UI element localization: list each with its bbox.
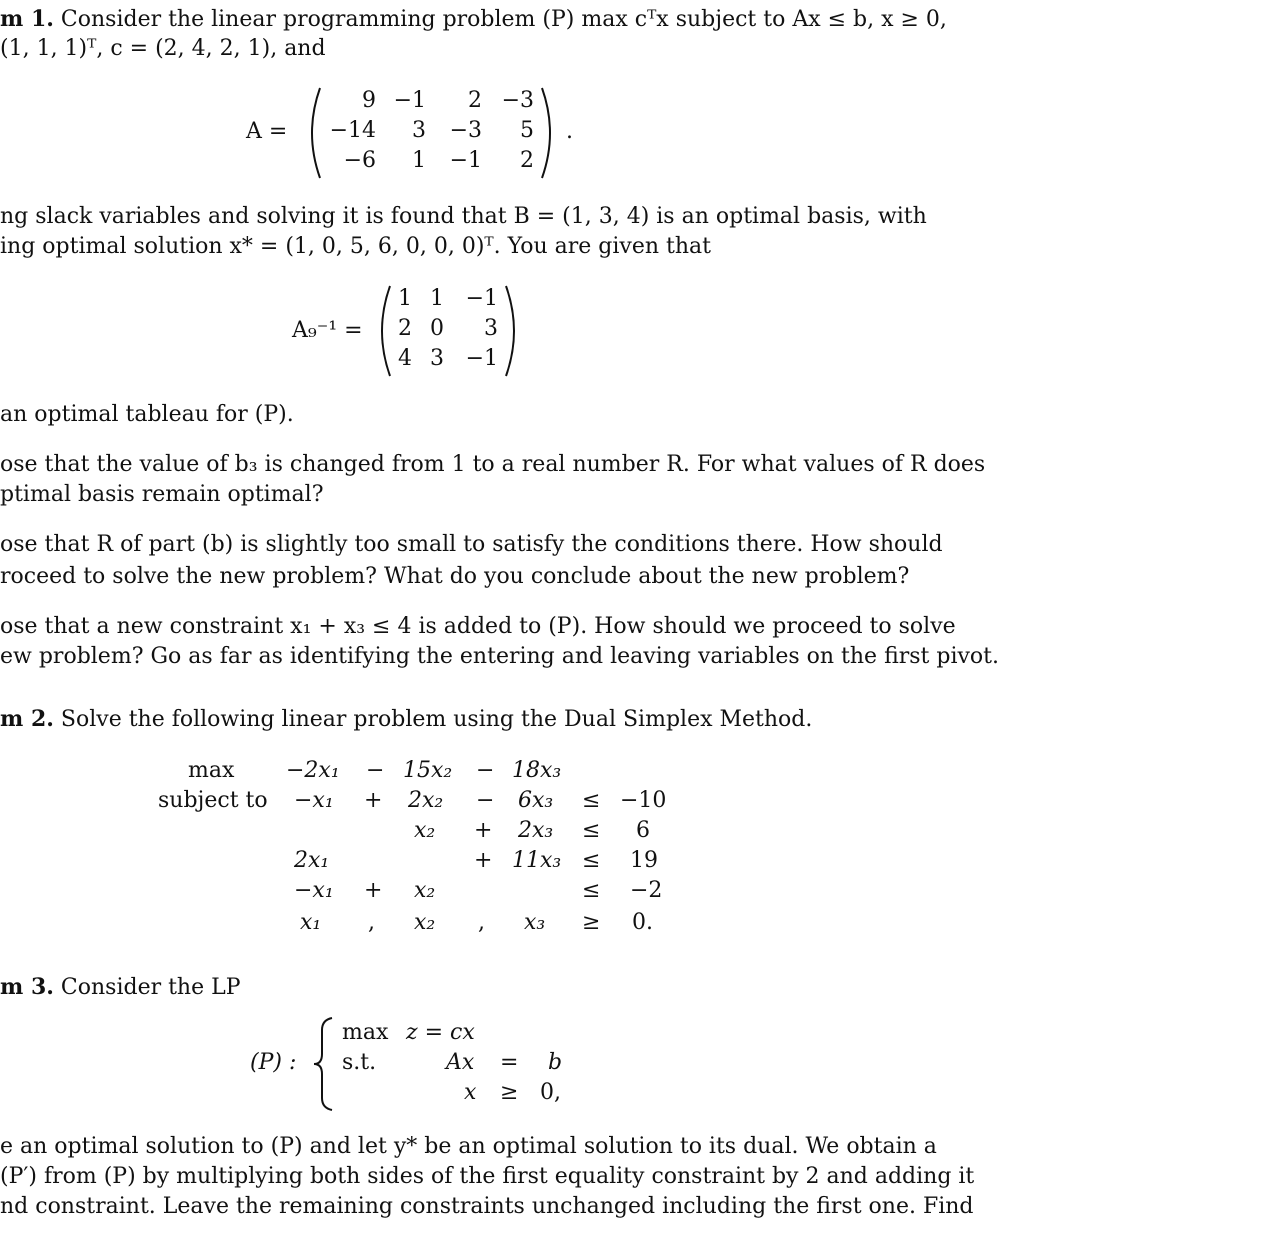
lp-c3-x3: 11x₃ [512, 848, 562, 873]
p3-x: x [464, 1080, 477, 1105]
matrix-a-cell-r3-c1: −6 [343, 148, 376, 173]
matrix-a-cell-r3-c3: −1 [449, 148, 482, 173]
matrix-abinv-cell-r1-c3: −1 [465, 286, 498, 311]
matrix-abinv-right-paren [502, 284, 524, 378]
matrix-a-label: A = [246, 119, 288, 144]
lp-c2-rhs: 6 [636, 818, 650, 843]
lp-c5-rel: ≥ [582, 910, 601, 935]
lp-c4-rhs: −2 [630, 878, 663, 903]
lp-obj-x1: −2x₁ [286, 758, 340, 783]
problem1-part-d-line2: ew problem? Go as far as identifying the entering and leaving variables on the first pivot. [0, 644, 1000, 669]
matrix-abinv-left-paren [372, 284, 394, 378]
matrix-a-cell-r2-c1: −14 [329, 118, 376, 143]
matrix-a-cell-r2-c3: −3 [449, 118, 482, 143]
p3-eq: = [500, 1050, 519, 1075]
problem1-statement-line4: ing optimal solution x* = (1, 0, 5, 6, 0, 0, 0)ᵀ. You are given that [0, 234, 711, 259]
problem1-statement-line3: ng slack variables and solving it is found that B = (1, 3, 4) is an optimal basis, with [0, 204, 927, 229]
lp-c1-rel: ≤ [582, 788, 601, 813]
matrix-abinv-cell-r3-c2: 3 [430, 346, 444, 371]
problem2-statement: Solve the following linear problem using the Dual Simplex Method. [60, 707, 813, 732]
p3-zero: 0, [540, 1080, 561, 1105]
lp-c2-op1: + [474, 818, 493, 843]
lp-c3-rel: ≤ [582, 848, 601, 873]
problem3-statement: Consider the LP [60, 975, 241, 1000]
matrix-a-right-paren [538, 86, 560, 180]
lp-subject-to-label: subject to [158, 788, 268, 813]
problem1-part-d-line1: ose that a new constraint x₁ + x₃ ≤ 4 is added to (P). How should we proceed to solve [0, 614, 956, 639]
matrix-a-cell-r2-c2: 3 [412, 118, 426, 143]
matrix-a-cell-r3-c4: 2 [520, 148, 534, 173]
inverse-label: A₉⁻¹ = [292, 318, 363, 343]
lp-obj-x2: 15x₂ [403, 758, 453, 783]
lp-c1-rhs: −10 [620, 788, 667, 813]
problem1-statement-line2: (1, 1, 1)ᵀ, c = (2, 4, 2, 1), and [0, 36, 326, 61]
matrix-abinv-cell-r2-c2: 0 [430, 316, 444, 341]
lp-c2-x3: 2x₃ [518, 818, 554, 843]
problem1-line1 [0, 8, 947, 31]
matrix-ab-inverse [392, 288, 504, 378]
p3-ax: Ax [446, 1050, 475, 1075]
lp-obj-op1: − [366, 758, 385, 783]
lp-obj-x3: 18x₃ [512, 758, 562, 783]
lp-c5-x1: x₁ [300, 910, 322, 935]
p3-max: max [342, 1020, 389, 1045]
lp-obj-op2: − [476, 758, 495, 783]
matrix-a-cell-r1-c4: −3 [501, 88, 534, 113]
problem3-line [0, 976, 241, 999]
lp-c2-rel: ≤ [582, 818, 601, 843]
p3-st: s.t. [342, 1050, 377, 1075]
problem1-heading: m 1. [0, 6, 54, 32]
p3-objective: z = cx [406, 1020, 475, 1045]
matrix-abinv-cell-r2-c1: 2 [398, 316, 412, 341]
lp-c3-rhs: 19 [630, 848, 658, 873]
lp-c1-x1: −x₁ [294, 788, 334, 813]
problem2-line [0, 708, 812, 731]
matrix-a-left-paren [302, 86, 324, 180]
lp-max-label: max [188, 758, 235, 783]
lp-c1-x2: 2x₂ [408, 788, 444, 813]
problem1-statement-line1: Consider the linear programming problem (P) max cᵀx subject to Ax ≤ b, x ≥ 0, [60, 7, 947, 32]
problem3-statement-line1: e an optimal solution to (P) and let y* be an optimal solution to its dual. We obtain a [0, 1134, 937, 1159]
matrix-abinv-cell-r3-c3: −1 [465, 346, 498, 371]
problem3-heading: m 3. [0, 974, 54, 1000]
problem2-heading: m 2. [0, 706, 54, 732]
lp-c4-op1: + [364, 878, 383, 903]
lp-c4-x2: x₂ [414, 878, 436, 903]
matrix-abinv-cell-r2-c3: 3 [484, 316, 498, 341]
problem1-part-c-line1: ose that R of part (b) is slightly too small to satisfy the conditions there. How should [0, 532, 943, 557]
lp-c5-comma1: , [368, 910, 375, 935]
lp-c5-comma2: , [478, 910, 485, 935]
problem3-statement-line3: nd constraint. Leave the remaining constraints unchanged including the first one. Find [0, 1194, 974, 1219]
problem1-part-a: an optimal tableau for (P). [0, 402, 294, 427]
problem1-part-c-line2: roceed to solve the new problem? What do you conclude about the new problem? [0, 564, 910, 589]
matrix-a-cell-r2-c4: 5 [520, 118, 534, 143]
matrix-a [324, 88, 542, 178]
lp-c3-op1: + [474, 848, 493, 873]
p3-b: b [548, 1050, 563, 1075]
lp-c1-x3: 6x₃ [518, 788, 554, 813]
p3-left-brace [312, 1016, 336, 1112]
lp-c2-x2: x₂ [414, 818, 436, 843]
matrix-abinv-cell-r1-c2: 1 [430, 286, 444, 311]
matrix-a-cell-r1-c1: 9 [362, 88, 376, 113]
p3-p-label: (P) : [250, 1050, 297, 1075]
p3-geq: ≥ [500, 1080, 519, 1105]
lp-c4-x1: −x₁ [294, 878, 334, 903]
matrix-a-cell-r1-c3: 2 [468, 88, 482, 113]
problem1-part-b-line2: ptimal basis remain optimal? [0, 482, 324, 507]
problem3-statement-line2: (P′) from (P) by multiplying both sides of the first equality constraint by 2 and adding it [0, 1164, 975, 1189]
matrix-a-cell-r1-c2: −1 [393, 88, 426, 113]
lp-c1-op1: + [364, 788, 383, 813]
lp-c4-rel: ≤ [582, 878, 601, 903]
lp-c3-x1: 2x₁ [294, 848, 330, 873]
matrix-abinv-cell-r3-c1: 4 [398, 346, 412, 371]
matrix-a-period: . [566, 119, 573, 144]
lp-c5-rhs: 0. [632, 910, 653, 935]
lp-c5-x2: x₂ [414, 910, 436, 935]
lp-c5-x3: x₃ [524, 910, 546, 935]
matrix-a-cell-r3-c2: 1 [412, 148, 426, 173]
matrix-abinv-cell-r1-c1: 1 [398, 286, 412, 311]
problem1-part-b-line1: ose that the value of b₃ is changed from 1 to a real number R. For what values of R does [0, 452, 986, 477]
lp-c1-op2: − [476, 788, 495, 813]
